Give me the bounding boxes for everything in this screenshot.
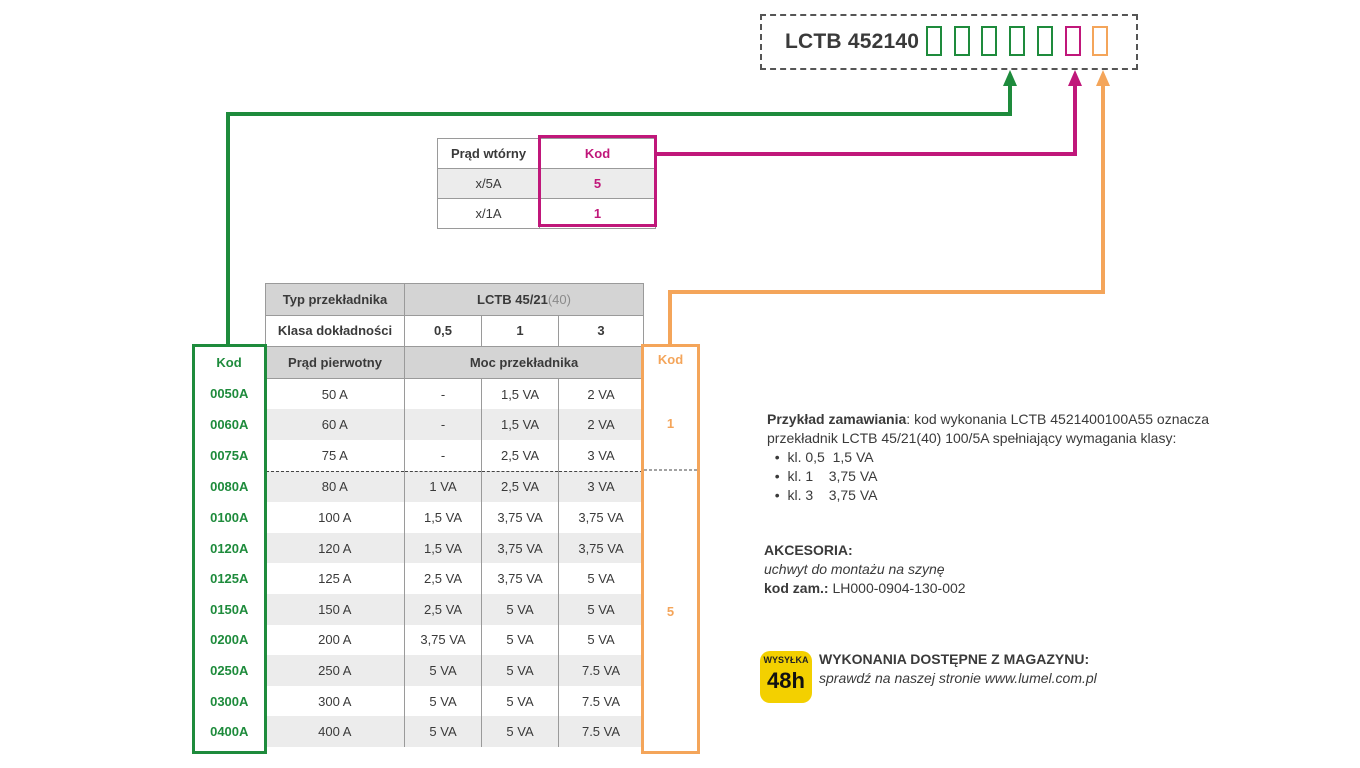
power-class-0-5-cell: 1,5 VA: [405, 502, 482, 533]
primary-current-cell: 120 A: [266, 533, 405, 564]
secondary-current-value: x/1A: [438, 199, 540, 229]
power-class-1-cell: 1,5 VA: [482, 378, 559, 409]
power-class-3-cell: 5 VA: [559, 594, 644, 625]
kod-cell: 0060A: [210, 417, 249, 433]
kod-cell: 0120A: [210, 540, 249, 556]
class-label: Klasa dokładności: [266, 315, 405, 347]
power-class-0-5-cell: 5 VA: [405, 716, 482, 747]
accessories-section: [764, 541, 1164, 598]
primary-kod-frame: [192, 344, 267, 754]
kod-cell: 0100A: [210, 509, 249, 525]
power-class-0-5-cell: -: [405, 409, 482, 440]
power-class-0-5-cell: 3,75 VA: [405, 625, 482, 656]
code-digit-box-4: [1009, 26, 1025, 56]
output-kod-value-1: 1: [666, 416, 675, 431]
power-class-3-cell: 3,75 VA: [559, 533, 644, 564]
secondary-kod-header: Kod: [540, 139, 656, 169]
kod-cell: 0150A: [210, 601, 249, 617]
power-class-3-cell: 5 VA: [559, 563, 644, 594]
accessories-code-label: kod zam.:: [764, 580, 829, 596]
example-bullet: • kl. 3 3,75 VA: [767, 487, 878, 503]
primary-current-cell: 125 A: [266, 563, 405, 594]
output-kod-frame: [641, 344, 700, 754]
example-text-1: : kod wykonania LCTB 4521400100A55 oznacza: [906, 411, 1210, 427]
example-bullet: • kl. 0,5 1,5 VA: [767, 449, 874, 465]
class-0-5-header: 0,5: [405, 315, 482, 347]
power-class-1-cell: 1,5 VA: [482, 409, 559, 440]
power-class-0-5-cell: 1,5 VA: [405, 533, 482, 564]
power-class-1-cell: 5 VA: [482, 625, 559, 656]
order-example: [767, 410, 1227, 505]
primary-current-cell: 400 A: [266, 716, 405, 747]
power-class-0-5-cell: -: [405, 378, 482, 409]
power-class-1-cell: 2,5 VA: [482, 440, 559, 471]
kod-cell: 0125A: [210, 571, 249, 587]
primary-current-cell: 250 A: [266, 655, 405, 686]
kod-cell: 0080A: [210, 479, 249, 495]
power-class-1-cell: 3,75 VA: [482, 533, 559, 564]
type-value: LCTB 45/21(40): [405, 284, 644, 316]
power-class-3-cell: 7.5 VA: [559, 716, 644, 747]
kod-cell: 0075A: [210, 448, 249, 464]
power-class-3-cell: 2 VA: [559, 409, 644, 440]
kod-cell: 0050A: [210, 386, 249, 402]
primary-current-cell: 200 A: [266, 625, 405, 656]
power-class-0-5-cell: 5 VA: [405, 655, 482, 686]
shipping-badge-label: WYSYŁKA: [763, 655, 809, 665]
example-bullet: • kl. 1 3,75 VA: [767, 468, 878, 484]
green-arrowhead: [1003, 70, 1017, 86]
power-class-3-cell: 3 VA: [559, 440, 644, 471]
accessories-description: uchwyt do montażu na szynę: [764, 561, 945, 577]
code-digit-box-5: [1037, 26, 1053, 56]
secondary-kod-value: 1: [540, 199, 656, 229]
power-class-1-cell: 5 VA: [482, 655, 559, 686]
primary-current-cell: 50 A: [266, 378, 405, 409]
power-class-1-cell: 2,5 VA: [482, 471, 559, 502]
output-kod-value-5: 5: [666, 604, 675, 619]
kod-header: Kod: [216, 354, 242, 370]
example-label: Przykład zamawiania: [767, 411, 907, 427]
shipping-note: sprawdź na naszej stronie www.lumel.com.pl: [819, 670, 1097, 686]
code-digit-box-2: [954, 26, 970, 56]
power-class-0-5-cell: 2,5 VA: [405, 594, 482, 625]
power-class-1-cell: 5 VA: [482, 716, 559, 747]
power-class-0-5-cell: -: [405, 440, 482, 471]
primary-current-cell: 75 A: [266, 440, 405, 471]
power-class-3-cell: 3,75 VA: [559, 502, 644, 533]
magenta-arrowhead: [1068, 70, 1082, 86]
orange-connector: [670, 78, 1103, 344]
accessories-heading: AKCESORIA:: [764, 542, 853, 558]
code-digit-box-1: [926, 26, 942, 56]
secondary-kod-frame: [538, 135, 657, 227]
power-class-3-cell: 7.5 VA: [559, 655, 644, 686]
power-class-1-cell: 3,75 VA: [482, 502, 559, 533]
primary-current-cell: 100 A: [266, 502, 405, 533]
code-digit-box-6: [1065, 26, 1081, 56]
power-header: Moc przekładnika: [405, 347, 644, 379]
primary-current-cell: 150 A: [266, 594, 405, 625]
kod-cell: 0400A: [210, 724, 249, 740]
secondary-current-header: Prąd wtórny: [438, 139, 540, 169]
kod-cell: 0300A: [210, 693, 249, 709]
orange-arrowhead: [1096, 70, 1110, 86]
power-class-0-5-cell: 1 VA: [405, 471, 482, 502]
power-class-3-cell: 2 VA: [559, 378, 644, 409]
output-kod-header: Kod: [657, 352, 684, 367]
secondary-current-value: x/5A: [438, 169, 540, 199]
power-class-3-cell: 5 VA: [559, 625, 644, 656]
power-class-3-cell: 7.5 VA: [559, 686, 644, 717]
shipping-heading: WYKONANIA DOSTĘPNE Z MAGAZYNU:: [819, 651, 1090, 667]
primary-current-cell: 60 A: [266, 409, 405, 440]
output-kod-separator: [641, 469, 700, 471]
example-text-2: przekładnik LCTB 45/21(40) 100/5A spełniający wymagania klasy:: [767, 430, 1177, 446]
power-class-1-cell: 5 VA: [482, 594, 559, 625]
power-class-3-cell: 3 VA: [559, 471, 644, 502]
power-class-1-cell: 3,75 VA: [482, 563, 559, 594]
order-code-title: LCTB 452140: [785, 30, 920, 53]
shipping-info: [819, 650, 1219, 688]
power-class-1-cell: 5 VA: [482, 686, 559, 717]
power-class-0-5-cell: 2,5 VA: [405, 563, 482, 594]
code-digit-box-7: [1092, 26, 1108, 56]
code-digit-box-3: [981, 26, 997, 56]
power-class-0-5-cell: 5 VA: [405, 686, 482, 717]
primary-current-cell: 80 A: [266, 471, 405, 502]
type-label: Typ przekładnika: [266, 284, 405, 316]
class-1-header: 1: [482, 315, 559, 347]
class-3-header: 3: [559, 315, 644, 347]
primary-current-cell: 300 A: [266, 686, 405, 717]
secondary-kod-value: 5: [540, 169, 656, 199]
accessories-code-value: LH000-0904-130-002: [832, 580, 966, 596]
kod-cell: 0200A: [210, 632, 249, 648]
kod-cell: 0250A: [210, 662, 249, 678]
primary-current-header: Prąd pierwotny: [266, 347, 405, 379]
shipping-badge-time: 48h: [767, 668, 805, 693]
